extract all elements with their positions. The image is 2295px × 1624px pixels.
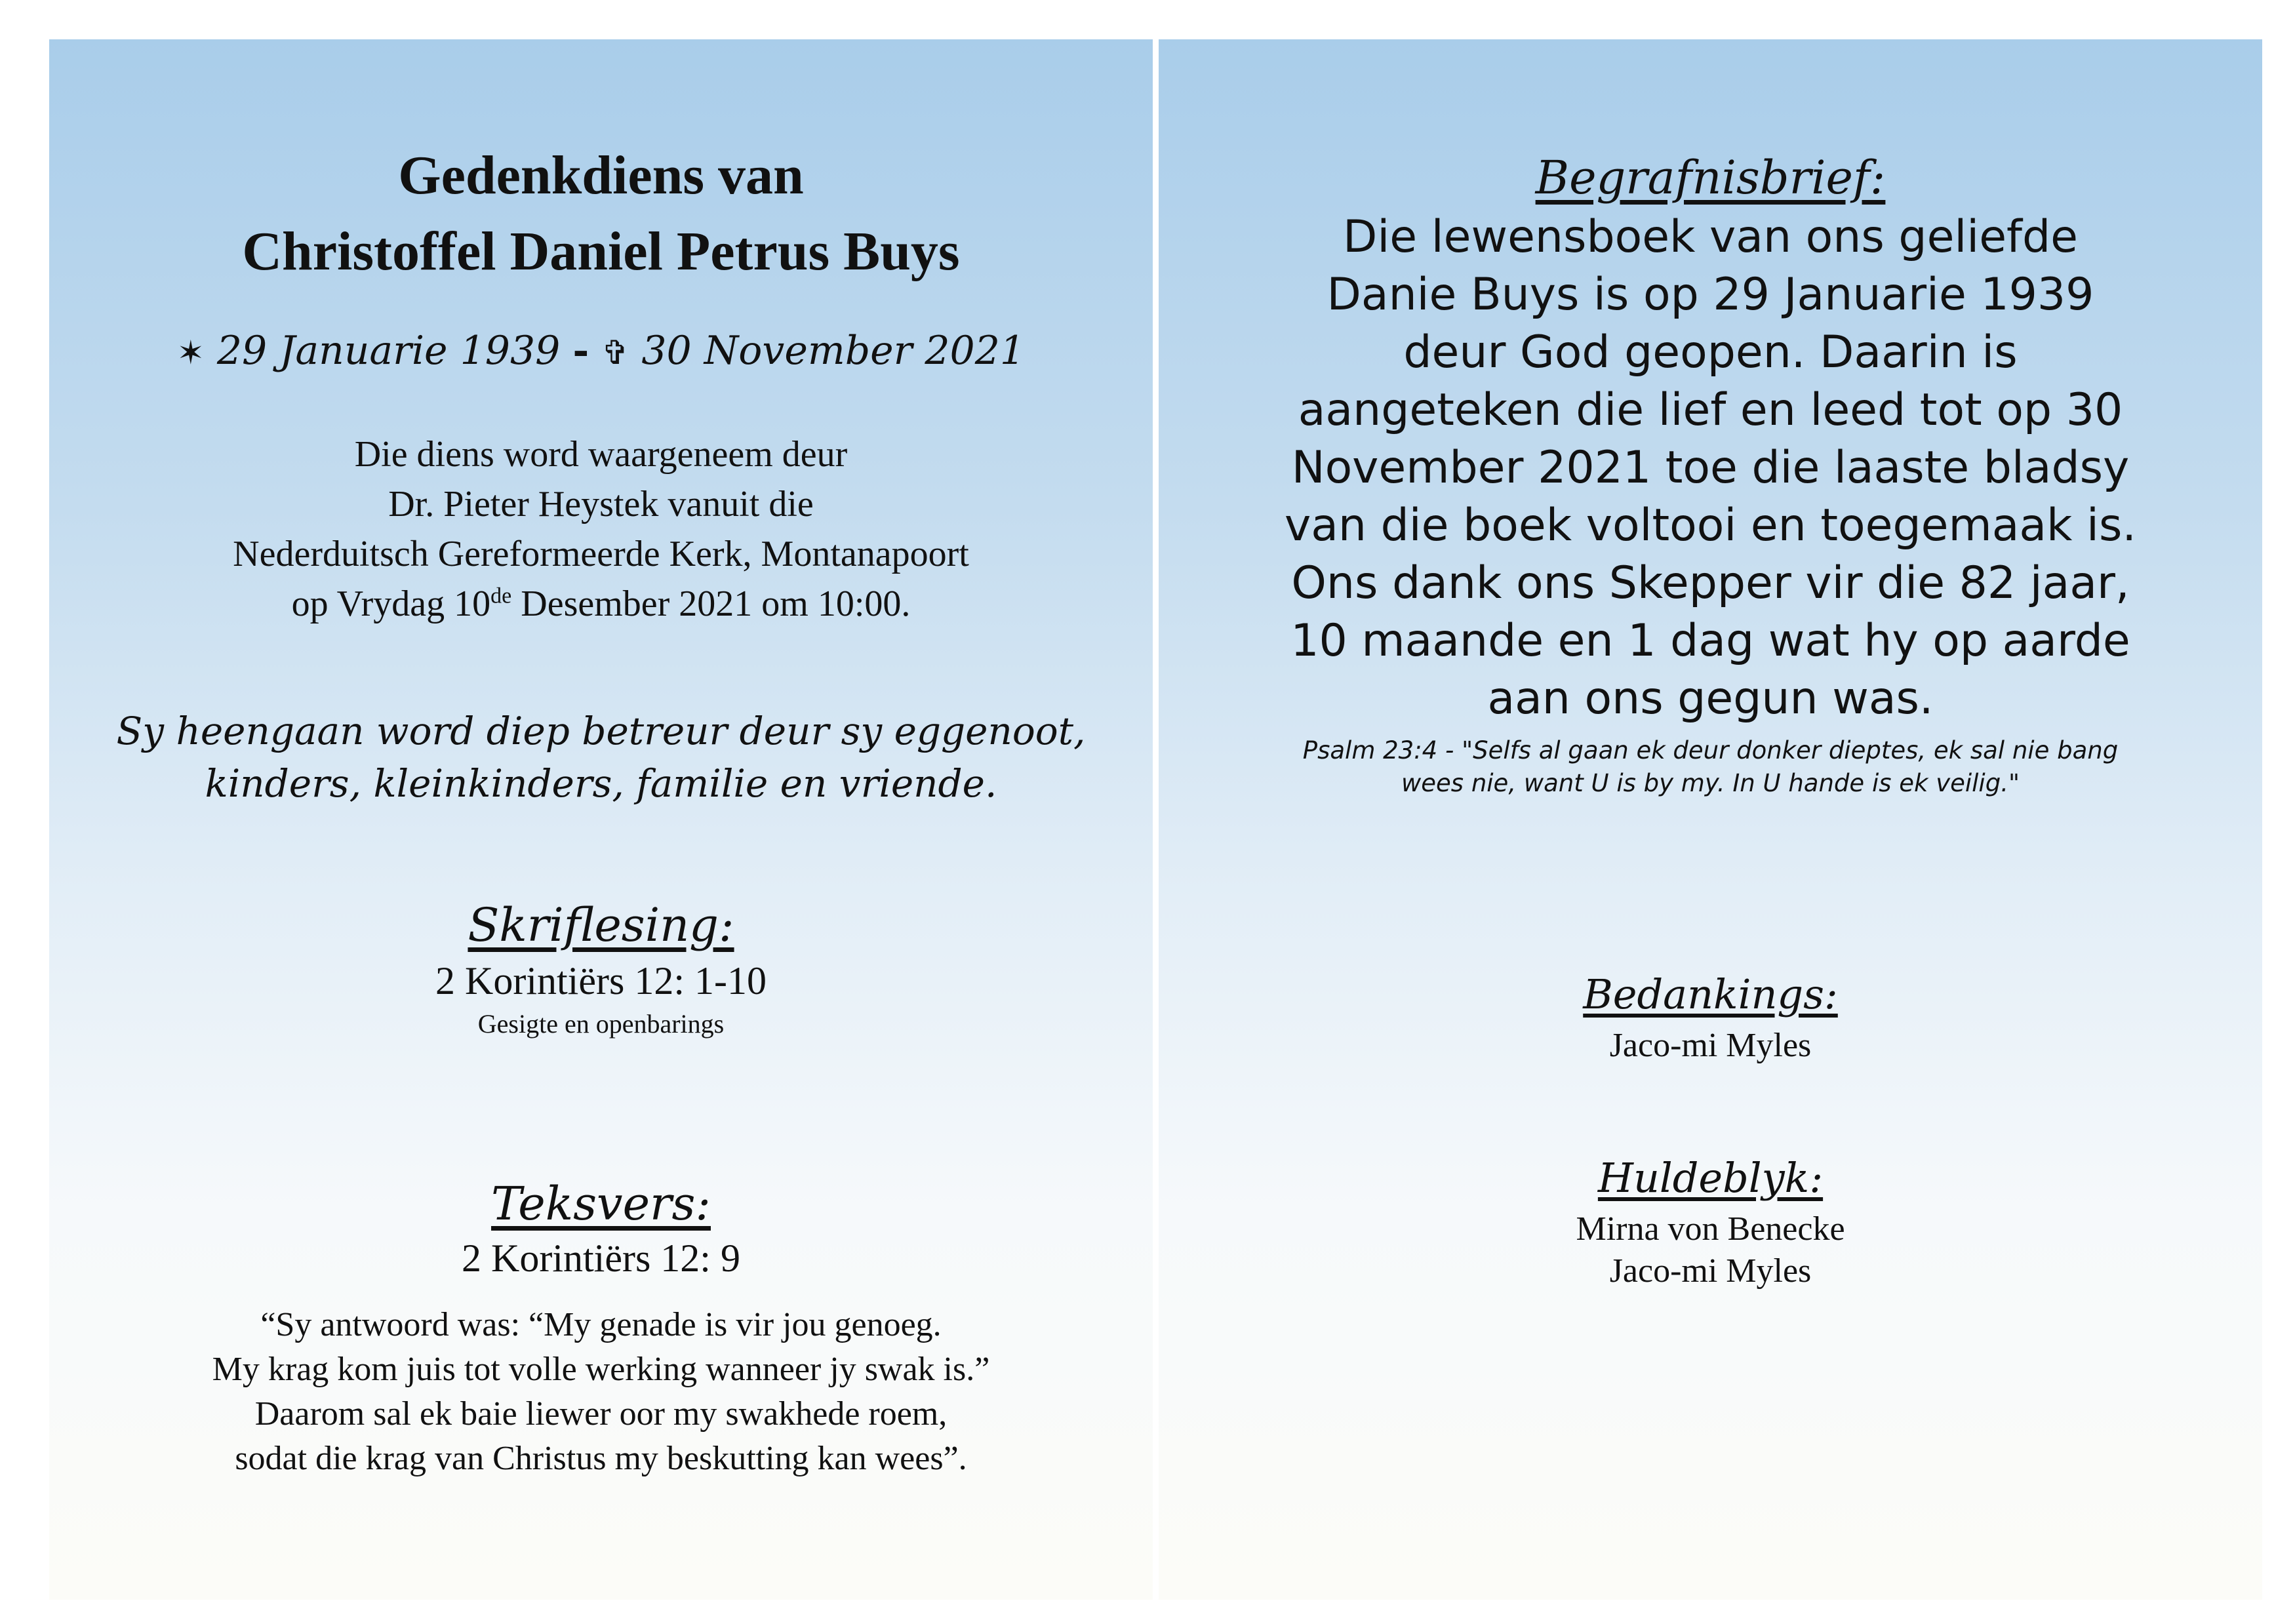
letter-line: deur God geopen. Daarin is <box>1403 327 2018 378</box>
scripture-reading-heading: Skriflesing: <box>468 898 734 952</box>
memorial-title <box>49 138 1153 290</box>
letter-line: aangeteken die lief en leed tot op 30 <box>1298 384 2123 436</box>
service-line-1: Die diens word waargeneem deur <box>354 434 848 475</box>
psalm-line-2: wees nie, want U is by my. In U hande is ek veilig." <box>1401 769 2020 797</box>
tribute-section <box>1159 1154 2262 1292</box>
tribute-name: Mirna von Benecke <box>1576 1210 1845 1248</box>
funeral-letter-heading: Begrafnisbrief: <box>1535 151 1886 205</box>
service-line-3: Nederduitsch Gereformeerde Kerk, Montanapoort <box>233 534 969 574</box>
service-day: op Vrydag 10 <box>291 584 491 624</box>
mourning-notice <box>49 705 1153 810</box>
funeral-letter-body <box>1159 208 2262 728</box>
service-time: Desember 2021 om 10:00. <box>511 584 911 624</box>
quote-line-4: sodat die krag van Christus my beskutting kan wees”. <box>235 1440 967 1477</box>
page-fold-divider <box>1153 39 1159 1600</box>
right-page <box>1159 39 2262 1600</box>
text-verse-reference: 2 Korintiërs 12: 9 <box>462 1237 740 1280</box>
acknowledgements-section <box>1159 970 2262 1067</box>
letter-line: Ons dank ons Skepper vir die 82 jaar, <box>1291 557 2130 609</box>
service-line-4 <box>49 579 1153 629</box>
quote-line-1: “Sy antwoord was: “My genade is vir jou genoeg. <box>260 1306 942 1343</box>
scripture-reading-subtitle: Gesigte en openbarings <box>477 1009 725 1039</box>
service-details <box>49 429 1153 629</box>
tribute-names <box>1159 1208 2262 1292</box>
letter-line: Danie Buys is op 29 Januarie 1939 <box>1327 269 2094 321</box>
birth-star-icon: ✶ <box>176 334 205 372</box>
letter-line: November 2021 toe die laaste bladsy <box>1291 442 2130 494</box>
text-verse-quote <box>49 1303 1153 1481</box>
death-date: 30 November 2021 <box>641 328 1026 374</box>
service-line-2: Dr. Pieter Heystek vanuit die <box>388 484 814 525</box>
date-separator: - <box>572 328 589 374</box>
quote-line-2: My krag kom juis tot volle werking wanneer jy swak is.” <box>212 1351 990 1388</box>
acknowledgements-name: Jaco-mi Myles <box>1609 1027 1812 1064</box>
letter-line: 10 maande en 1 dag wat hy op aarde <box>1290 615 2130 667</box>
psalm-quote <box>1159 734 2262 800</box>
letter-line: van die boek voltooi en toegemaak is. <box>1284 500 2136 551</box>
scripture-reading-section <box>49 898 1153 1042</box>
text-verse-section <box>49 1177 1153 1481</box>
tribute-name: Jaco-mi Myles <box>1609 1252 1812 1290</box>
psalm-line-1: Psalm 23:4 - "Selfs al gaan ek deur donker dieptes, ek sal nie bang <box>1302 736 2119 764</box>
deceased-name: Christoffel Daniel Petrus Buys <box>242 221 960 282</box>
text-verse-heading: Teksvers: <box>491 1177 711 1231</box>
funeral-letter-section <box>1159 151 2262 800</box>
title-line-1: Gedenkdiens van <box>398 145 804 206</box>
birth-date: 29 Januarie 1939 <box>216 328 561 374</box>
scripture-reading-reference: 2 Korintiërs 12: 1-10 <box>435 959 767 1002</box>
acknowledgements-heading: Bedankings: <box>1583 970 1838 1018</box>
life-dates <box>49 328 1153 374</box>
letter-line: aan ons gegun was. <box>1487 673 1934 724</box>
left-page <box>49 39 1153 1600</box>
mourning-line-1: Sy heengaan word diep betreur deur sy eggenoot, <box>116 709 1086 753</box>
death-cross-icon: ✞ <box>601 334 629 372</box>
ordinal-suffix: de <box>490 584 512 608</box>
letter-line: Die lewensboek van ons geliefde <box>1343 211 2078 263</box>
tribute-heading: Huldeblyk: <box>1597 1154 1824 1202</box>
mourning-line-2: kinders, kleinkinders, familie en vriende. <box>205 761 997 806</box>
quote-line-3: Daarom sal ek baie liewer oor my swakhede roem, <box>254 1395 948 1433</box>
